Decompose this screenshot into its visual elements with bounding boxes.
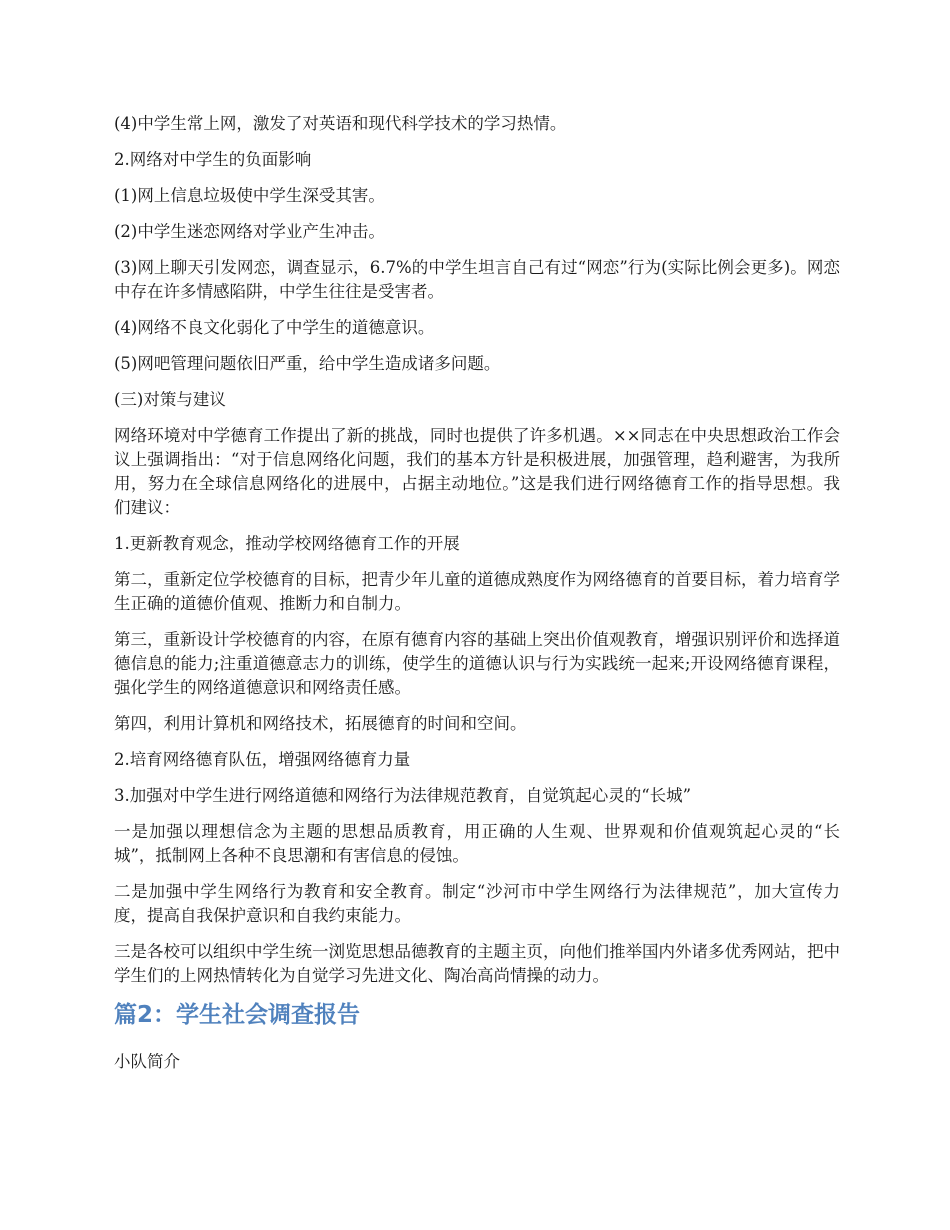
subheading-countermeasures: (三)对策与建议 — [114, 390, 226, 409]
paragraph-second-measure: 二是加强中学生网络行为教育和安全教育。制定“沙河市中学生网络行为法律规范”，加大宣传力度，提高自我保护意识和自我约束能力。 — [114, 882, 840, 925]
subheading-update-concepts: 1.更新教育观念，推动学校网络德育工作的开展 — [114, 534, 460, 553]
document-page — [114, 112, 840, 1086]
paragraph-negative-effect-3: (3)网上聊天引发网恋，调查显示，6.7%的中学生坦言自己有过“网恋”行为(实际比例会更多)。网恋中存在许多情感陷阱，中学生往往是受害者。 — [114, 258, 840, 301]
paragraph-third-measure: 三是各校可以组织中学生统一浏览思想品德教育的主题主页，向他们推举国内外诸多优秀网站，把中学生们的上网热情转化为自觉学习先进文化、陶冶高尚情操的动力。 — [114, 942, 840, 985]
subheading-negative-effects: 2.网络对中学生的负面影响 — [114, 150, 312, 169]
subheading-train-team: 2.培育网络德育队伍，增强网络德育力量 — [114, 750, 411, 769]
paragraph-team-intro: 小队简介 — [114, 1052, 180, 1071]
paragraph-first-measure: 一是加强以理想信念为主题的思想品质教育，用正确的人生观、世界观和价值观筑起心灵的“长城”，抵制网上各种不良思潮和有害信息的侵蚀。 — [114, 822, 840, 865]
subheading-law-education: 3.加强对中学生进行网络道德和网络行为法律规范教育，自觉筑起心灵的“长城” — [114, 786, 692, 805]
paragraph-third: 第三，重新设计学校德育的内容，在原有德育内容的基础上突出价值观教育，增强识别评价和选择道德信息的能力;注重道德意志力的训练，使学生的道德认识与行为实践统一起来;开设网络德育课程，强化学生的网络道德意识和网络责任感。 — [114, 630, 840, 697]
paragraph-second: 第二，重新定位学校德育的目标，把青少年儿童的道德成熟度作为网络德育的首要目标，着力培育学生正确的道德价值观、推断力和自制力。 — [114, 570, 840, 613]
paragraph-positive-effect-4: (4)中学生常上网，激发了对英语和现代科学技术的学习热情。 — [114, 114, 567, 133]
paragraph-fourth: 第四，利用计算机和网络技术，拓展德育的时间和空间。 — [114, 714, 527, 733]
paragraph-negative-effect-2: (2)中学生迷恋网络对学业产生冲击。 — [114, 222, 385, 241]
paragraph-negative-effect-1: (1)网上信息垃圾使中学生深受其害。 — [114, 186, 385, 205]
paragraph-negative-effect-4: (4)网络不良文化弱化了中学生的道德意识。 — [114, 318, 435, 337]
section-heading: 篇2：学生社会调查报告 — [114, 1002, 361, 1028]
paragraph-countermeasures-intro: 网络环境对中学德育工作提出了新的挑战，同时也提供了许多机遇。××同志在中央思想政治工作会议上强调指出：“对于信息网络化问题，我们的基本方针是积极进展，加强管理，趋利避害，为我所用，努力在全球信息网络化的进展中，占据主动地位。”这是我们进行网络德育工作的指导思想。我们建议： — [114, 426, 840, 517]
paragraph-negative-effect-5: (5)网吧管理问题依旧严重，给中学生造成诸多问题。 — [114, 354, 501, 373]
